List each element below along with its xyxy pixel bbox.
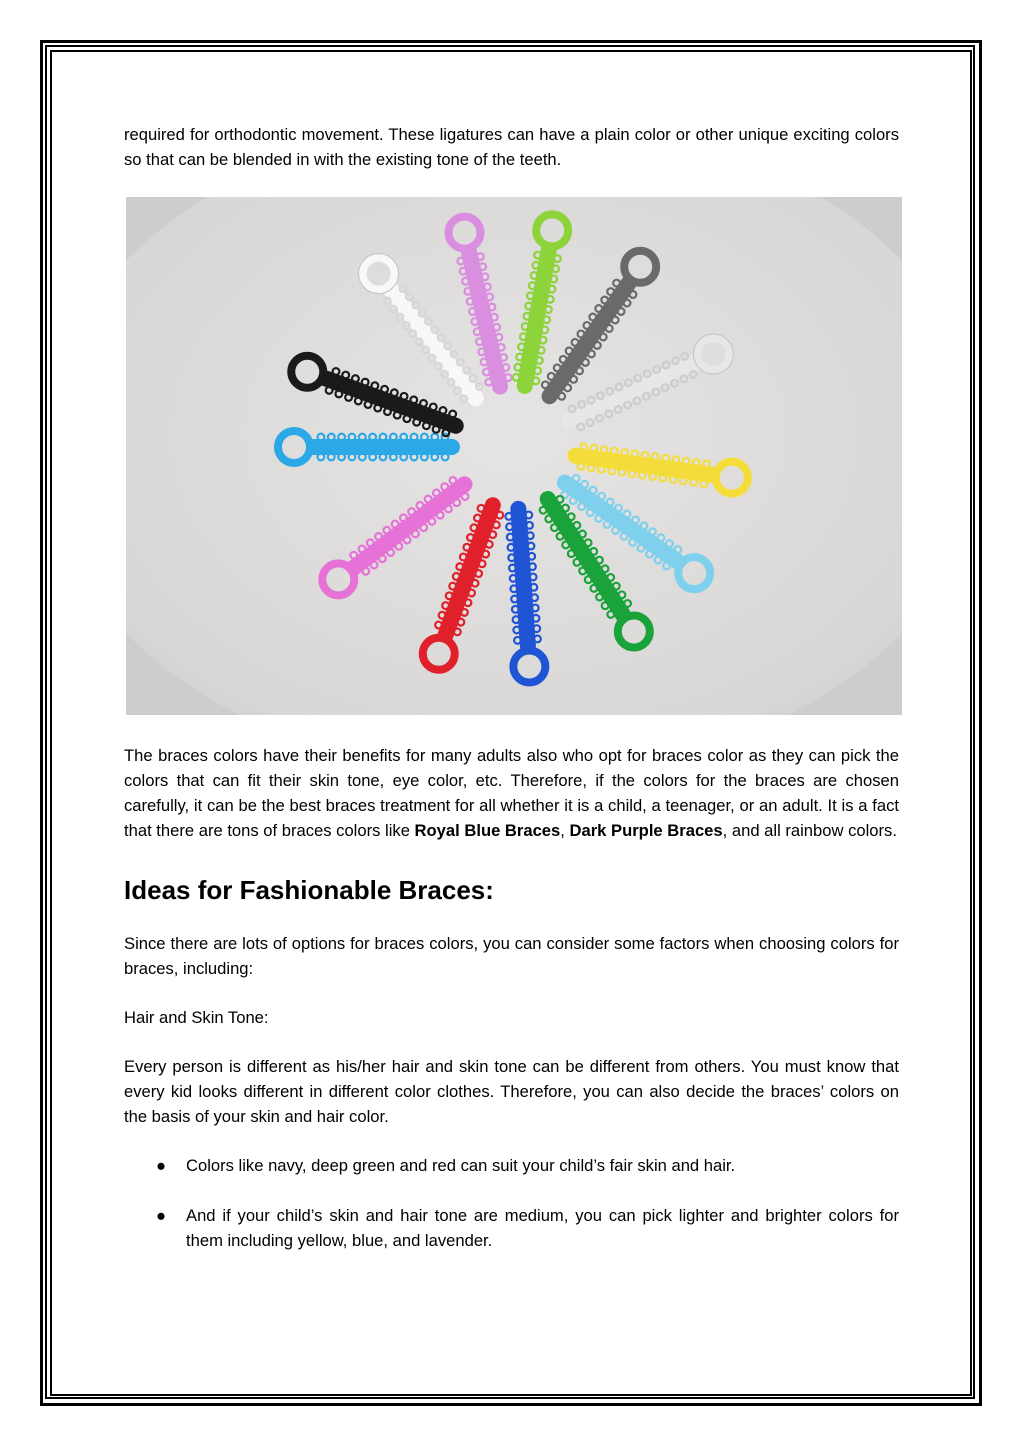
- list-item-text: Colors like navy, deep green and red can suit your child’s fair skin and hair.: [186, 1156, 736, 1175]
- dark-purple-braces-link[interactable]: Dark Purple Braces: [569, 821, 723, 840]
- list-item: [124, 1153, 899, 1178]
- hair-skin-subheading: Hair and Skin Tone:: [124, 1008, 269, 1027]
- list-item-text: And if your child’s skin and hair tone are medium, you can pick lighter and brighter colors for them including yellow, blue, and lavender.: [186, 1206, 899, 1250]
- color-suggestions-list: [124, 1153, 899, 1253]
- royal-blue-braces-link[interactable]: Royal Blue Braces: [414, 821, 561, 840]
- benefits-text-end: , and all rainbow colors.: [722, 821, 897, 840]
- benefits-text-start: The braces colors have their benefits for many adults also who opt for braces color as they can pick the colors that can fit their skin tone, eye color, etc. Therefore, if the colors for the braces are chosen carefully, it can be the best braces treatment for all whether it is a child, a teenager, or an adult. It is a fact that there are tons of braces colors like: [124, 746, 899, 840]
- braces-ligatures-photo: [126, 197, 902, 715]
- bullet-icon: ●: [156, 1206, 167, 1225]
- document-body: [124, 122, 899, 1278]
- benefits-paragraph: [124, 743, 899, 843]
- bullet-icon: ●: [156, 1156, 167, 1175]
- section-heading: Ideas for Fashionable Braces:: [124, 875, 494, 905]
- benefits-separator: ,: [560, 821, 570, 840]
- difference-paragraph: Every person is different as his/her hair and skin tone can be different from others. You must know that every kid looks different in different color clothes. Therefore, you can also decide the braces’ colors on the basis of your skin and hair color.: [124, 1057, 899, 1126]
- factors-paragraph: Since there are lots of options for braces colors, you can consider some factors when choosing colors for braces, including:: [124, 934, 899, 978]
- list-item: [124, 1203, 899, 1253]
- intro-paragraph: required for orthodontic movement. These ligatures can have a plain color or other unique exciting colors so that can be blended in with the existing tone of the teeth.: [124, 125, 899, 169]
